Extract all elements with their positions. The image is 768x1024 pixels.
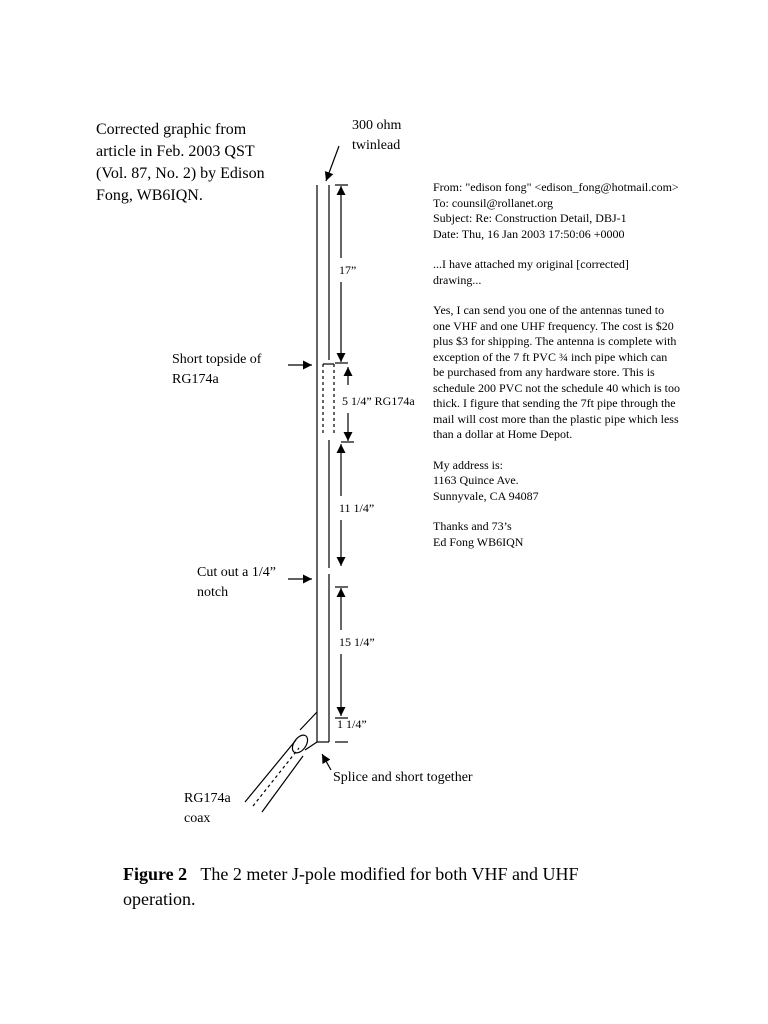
email-intro-line: drawing... — [433, 272, 482, 287]
splice-arrow — [322, 754, 331, 770]
twinlead-label-line: 300 ohm — [352, 118, 402, 133]
coax-line-outer — [245, 740, 296, 802]
intro-line: (Vol. 87, No. 2) by Edison — [96, 165, 265, 182]
intro-line: Fong, WB6IQN. — [96, 187, 203, 204]
dimension-11-1-4: 11 1/4” — [339, 501, 375, 515]
callout-line: RG174a — [172, 372, 219, 387]
email-body-line: one VHF and one UHF frequency. The cost is $20 — [433, 318, 674, 333]
dimension-1-1-4: 1 1/4” — [337, 717, 367, 731]
dimension-15-1-4: 15 1/4” — [339, 635, 375, 649]
email-address-line: My address is: — [433, 457, 503, 472]
email-body-line: exception of the 7 ft PVC ¾ inch pipe which can — [433, 349, 668, 364]
splice-callout: Splice and short together — [333, 770, 473, 785]
intro-line: article in Feb. 2003 QST — [96, 143, 255, 160]
coax-line-inner — [262, 756, 303, 812]
email-address-line: 1163 Quince Ave. — [433, 473, 519, 487]
email-header-line: To: counsil@rollanet.org — [433, 195, 553, 210]
email-header-line: Subject: Re: Construction Detail, DBJ-1 — [433, 211, 627, 225]
callout-line: RG174a — [184, 791, 231, 806]
callout-line: coax — [184, 811, 211, 826]
email-intro-line: ...I have attached my original [corrected] — [433, 257, 629, 271]
callout-line: notch — [197, 585, 229, 600]
coax-lead-left — [300, 712, 317, 730]
twinlead-pointer — [326, 146, 339, 181]
figure-label: Figure 2 — [123, 864, 188, 884]
email-body-line: plus $3 for shipping. The antenna is complete with — [433, 334, 677, 348]
notch-callout — [197, 563, 276, 603]
email-body-line: Yes, I can send you one of the antennas tuned to — [433, 303, 665, 317]
dimension-17: 17” — [339, 263, 357, 277]
email-signoff-line: Thanks and 73’s — [433, 519, 512, 533]
email-body-line: than a dollar at Home Depot. — [433, 427, 573, 441]
dimension-5-1-4-rg174a: 5 1/4” RG174a — [342, 394, 415, 408]
callout-line: Short topside of — [172, 352, 262, 367]
email-body-line: thick. I figure that sending the 7ft pipe through the — [433, 396, 676, 410]
coax-line-dashed — [253, 748, 299, 806]
email-body-line: be purchased from any hardware store. This is — [433, 365, 655, 379]
figure-caption — [123, 862, 593, 912]
short-topside-callout — [172, 350, 261, 390]
callout-line: Cut out a 1/4” — [197, 565, 276, 580]
figure-caption-text: The 2 meter J-pole modified for both VHF and UHF operation. — [123, 864, 579, 909]
twinlead-label-line: twinlead — [352, 138, 401, 153]
coax-callout — [184, 789, 231, 829]
email-body-line: mail will cost more than the plastic pipe which less — [433, 411, 679, 426]
email-header-line: Date: Thu, 16 Jan 2003 17:50:06 +0000 — [433, 226, 625, 241]
email-text — [433, 180, 680, 550]
intro-line: Corrected graphic from — [96, 121, 247, 138]
email-signoff-line: Ed Fong WB6IQN — [433, 534, 524, 549]
email-header-line: From: "edison fong" <edison_fong@hotmail.com> — [433, 180, 679, 194]
email-body-line: schedule 200 PVC not the schedule 40 which is too — [433, 380, 680, 395]
email-address-line: Sunnyvale, CA 94087 — [433, 488, 539, 503]
